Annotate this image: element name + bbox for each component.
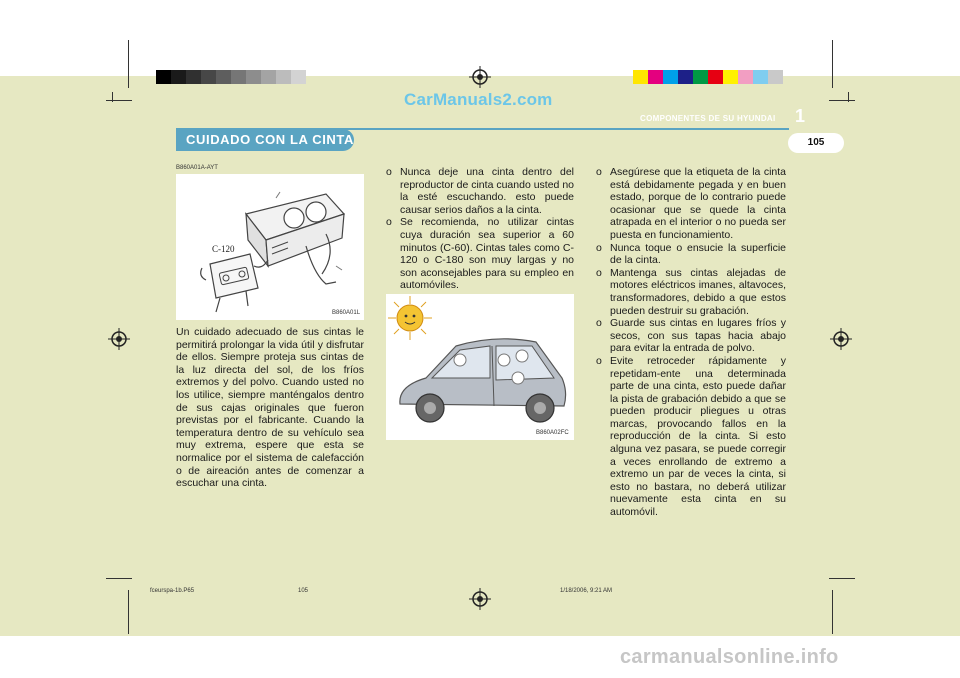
column3-bullets xyxy=(596,166,786,519)
list-item: o Asegúrese que la etiqueta de la cinta está debidamente pegada y en buen estado, porque de lo contrario puede ocasionar que se quede la cinta atrapada en el interior o no pueda ser puesta en funcionamiento. xyxy=(596,166,786,241)
chapter-number: 1 xyxy=(795,106,806,126)
car-in-sun-drawing-icon xyxy=(386,294,574,440)
brand-footer-link[interactable]: carmanualsonline.info xyxy=(620,646,839,668)
page-number-badge: 105 xyxy=(788,133,844,153)
footer-file-name: fceurspa-1b.P65 xyxy=(150,588,195,594)
column2-bullets xyxy=(386,166,574,292)
footer-date: 1/18/2006, 9:21 AM xyxy=(560,588,613,594)
list-item: o Se recomienda, no utilizar cintas cuya duración sea superior a 60 minutos (C-60). Cintas tales como C-120 o C-180 son muy largas y no son aconsejables para su empleo en automóviles. xyxy=(386,216,574,292)
figure2-code: B860A02FC xyxy=(536,430,569,436)
registration-mark-top-icon xyxy=(469,66,491,88)
list-item: o Evite retroceder rápidamente y repetidam-ente una determinada parte de una cinta, esto puede dañar la pista de grabación debido a que se pueden producir pliegues u otras marcas, provocando fallos en la reproducción de la cinta. Si esto alguna vez pasara, se puede corregir a veces enrollando de extremo a extremo un par de veces la cinta, si esto no bastara, no deberá utilizar nuevamente esta cinta en su automóvil. xyxy=(596,354,786,519)
cassette-player-drawing-icon xyxy=(176,174,364,320)
car-sun-illustration xyxy=(386,294,574,440)
intro-paragraph: Un cuidado adecuado de sus cintas le permitirá prolongar la vida útil y disfrutar de ellos. Siempre proteja sus cintas de la luz directa del sol, de los fríos extremos y del polvo. Cuando usted no los utilice, siempre manténgalos dentro de sus cajas originales que fueron previstas por el fabricante. Cuando la temperatura dentro de su vehículo sea muy extrema, espere que esta se normalice por el sistema de calefacción o de aireación antes de comenzar a escuchar una cinta. xyxy=(176,326,364,490)
grayscale-calibration-bar xyxy=(156,70,306,84)
color-calibration-bar xyxy=(633,70,783,84)
registration-mark-right-icon xyxy=(830,328,852,350)
figure1-code-top: B860A01A-AYT xyxy=(176,165,218,171)
list-item: o Nunca toque o ensucie la superficie de la cinta. xyxy=(596,241,786,267)
figure1-code-bottom: B860A01L xyxy=(332,310,361,316)
watermark-link[interactable]: CarManuals2.com xyxy=(404,90,553,109)
list-item: o Mantenga sus cintas alejadas de motores eléctricos imanes, altavoces, transformadores, debido a que estos pueden destruir su grabación. xyxy=(596,266,786,317)
registration-mark-bottom-icon xyxy=(469,588,491,610)
chapter-title: COMPONENTES DE SU HYUNDAI xyxy=(640,114,776,123)
cassette-label: C-120 xyxy=(212,244,235,254)
list-item: o Guarde sus cintas en lugares fríos y secos, con sus tapas hacia abajo para evitar la entrada de polvo. xyxy=(596,317,786,355)
cassette-illustration xyxy=(176,174,364,320)
section-title: CUIDADO CON LA CINTA xyxy=(176,129,354,151)
list-item: o Nunca deje una cinta dentro del reproductor de cinta cuando usted no la esté escuchando. esto puede causar serios daños a la cinta. xyxy=(386,166,574,216)
footer-page: 105 xyxy=(298,588,309,594)
registration-mark-left-icon xyxy=(108,328,130,350)
